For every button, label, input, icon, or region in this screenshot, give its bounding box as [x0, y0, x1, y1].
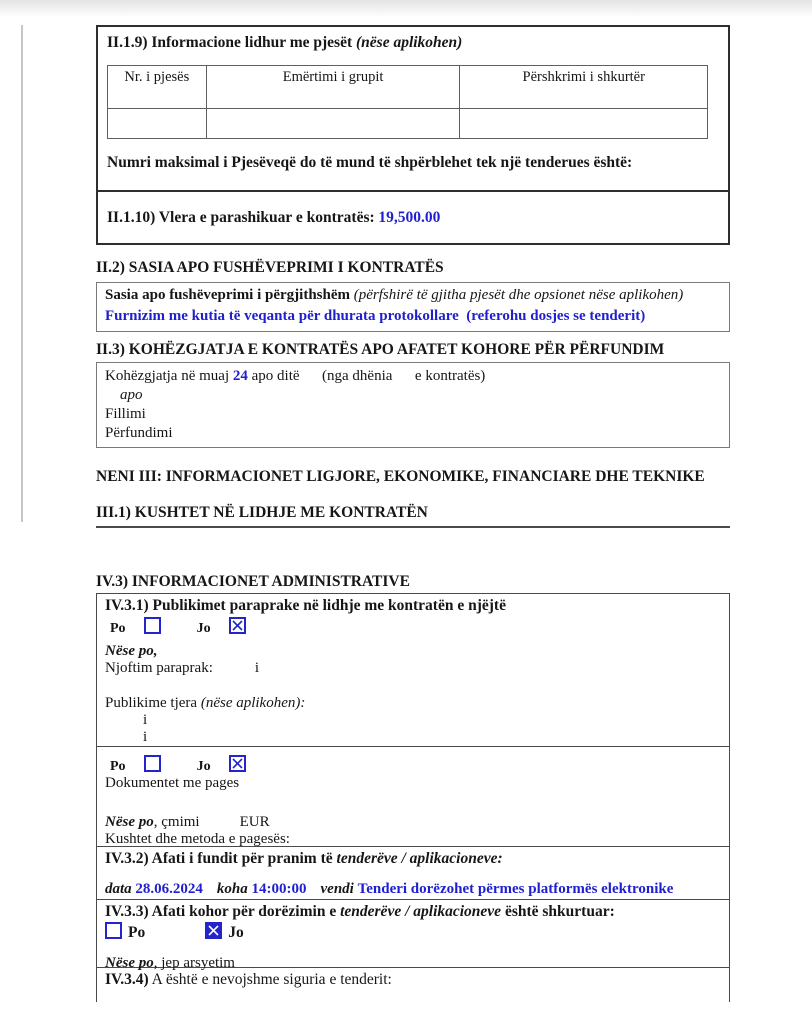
payment-no-label: Jo — [196, 759, 211, 774]
iv31-no-label: Jo — [196, 621, 211, 636]
parts-table-header-nr: Nr. i pjesës — [108, 66, 207, 109]
section-ii110 — [98, 192, 728, 243]
iv31-no-checkbox[interactable] — [229, 617, 246, 634]
iv32-title-bold: IV.3.2) Afati i fundit për pranim të — [105, 850, 337, 867]
section-iv3-box — [96, 593, 730, 1002]
payment-spacer — [105, 792, 721, 814]
iv31-prior-notice-label: Njoftim paraprak: — [105, 660, 213, 676]
iv32-place-value: Tenderi dorëzohet përmes platformës elektronike — [357, 881, 674, 897]
section-iv33-title — [105, 903, 721, 921]
payment-price-line — [105, 814, 721, 831]
iv32-time-value: 14:00:00 — [251, 881, 307, 897]
iv31-prior-notice-value: i — [254, 660, 260, 676]
duration-start-label: Fillimi — [105, 406, 146, 422]
iv33-title-bold1: IV.3.3) Afati kohor për dorëzimin e — [105, 903, 341, 920]
max-parts-text: Numri maksimal i Pjesëveqë do të mund të shpërblehet tek një tenderues është: — [107, 154, 633, 171]
section-iv33 — [97, 900, 729, 971]
iv31-if-yes-label: Nëse po, — [105, 643, 158, 659]
iv32-date-value: 28.06.2024 — [135, 881, 203, 897]
section-iv34 — [97, 968, 729, 1002]
iv32-deadline-line — [105, 880, 721, 898]
iv33-if-yes-rest: , jep arsyetim — [153, 955, 235, 971]
section-iv34-title — [105, 971, 721, 989]
duration-alt-label: apo — [120, 387, 143, 403]
iv34-title-rest: A është e nevojshme siguria e tenderit: — [148, 971, 392, 988]
parts-table-header-emertimi: Emërtimi i grupit — [206, 66, 460, 109]
iv31-other-pub-line — [105, 695, 721, 712]
section-ii19-title-italic: (nëse aplikohen) — [352, 34, 463, 51]
iv34-title-bold: IV.3.4) — [105, 971, 149, 988]
payment-yes-no-line — [105, 755, 721, 775]
payment-if-yes-rest: , çmimi — [153, 814, 200, 830]
parts-table-cell-nr — [108, 109, 207, 139]
estimated-contract-value: 19,500.00 — [378, 209, 441, 226]
iv33-title-italic: tenderëve / aplikacioneve — [340, 903, 502, 920]
section-ii2-box — [96, 282, 730, 332]
section-ii3-heading: II.3) KOHËZGJATJA E KONTRATËS APO AFATET KOHORE PËR PËRFUNDIM — [96, 341, 665, 358]
iv31-spacer — [105, 677, 721, 695]
section-iv3-heading: IV.3) INFORMACIONET ADMINISTRATIVE — [96, 573, 410, 590]
parts-table-cell-pershkrimi — [460, 109, 708, 139]
section-iv31-title: IV.3.1) Publikimet paraprake në lidhje me kontratën e njëjtë — [105, 597, 506, 614]
section-ii19-box — [96, 25, 730, 245]
section-ii19-title-bold: II.1.9) Informacione lidhur me pjesët — [107, 34, 353, 51]
parts-table-header-row — [108, 66, 708, 109]
payment-docs-label: Dokumentet me pages — [105, 775, 240, 791]
parts-table-row — [108, 109, 708, 139]
duration-months-value: 24 — [232, 368, 248, 384]
iv32-place-label: vendi — [320, 881, 358, 897]
duration-mid: apo ditë — [247, 368, 323, 384]
duration-note: (nga dhënia e kontratës) — [322, 368, 486, 384]
iv31-other-item-1: i — [143, 712, 148, 728]
section-ii2-heading: II.2) SASIA APO FUSHËVEPRIMI I KONTRATËS — [96, 259, 444, 276]
section-iv31 — [97, 594, 729, 747]
iv33-no-label: Jo — [228, 924, 244, 941]
section-iv32 — [97, 847, 729, 900]
section-ii19-title — [107, 34, 719, 52]
section-ii110-label: II.1.10) Vlera e parashikuar e kontratës: — [107, 209, 375, 226]
payment-no-checkbox[interactable] — [229, 755, 246, 772]
iv32-time-label: koha — [216, 881, 252, 897]
page-top-shade — [0, 0, 812, 16]
iv31-other-pub-label: Publikime tjera — [105, 695, 201, 711]
section-iii-heading: NENI III: INFORMACIONET LIGJORE, EKONOMIKE, FINANCIARE DHE TEKNIKE — [96, 468, 705, 485]
section-ii2-line1-italic: (përfshirë të gjitha pjesët dhe opsionet nëse aplikohen) — [350, 287, 684, 303]
page-left-rule — [21, 25, 23, 522]
parts-table-header-pershkrimi: Përshkrimi i shkurtër — [460, 66, 708, 109]
iv33-spacer — [105, 941, 721, 955]
iv33-if-yes-bold: Nëse po — [105, 955, 154, 971]
iv32-date-label: data — [105, 881, 136, 897]
payment-currency: EUR — [239, 814, 270, 830]
iv31-other-pub-italic: (nëse aplikohen): — [200, 695, 306, 711]
contract-scope-value: Furnizim me kutia të veqanta për dhurata protokollare (referohu dosjes se tenderit) — [105, 308, 646, 324]
payment-conditions-label: Kushtet dhe metoda e pagesës: — [105, 831, 290, 847]
section-iv32-title — [105, 850, 721, 868]
iv33-yes-label: Po — [128, 924, 146, 941]
iv33-no-checkbox[interactable] — [205, 922, 222, 939]
iv31-yes-no-line — [105, 617, 721, 637]
iv33-title-bold2: është shkurtuar: — [501, 903, 615, 920]
duration-prefix: Kohëzgjatja në muaj — [105, 368, 233, 384]
iv33-yes-no-line — [105, 922, 721, 941]
section-iii1-heading: III.1) KUSHTET NË LIDHJE ME KONTRATËN — [96, 504, 730, 528]
section-ii19 — [98, 27, 728, 192]
iv31-prior-notice-line — [105, 660, 721, 677]
iv31-yes-checkbox[interactable] — [144, 617, 161, 634]
section-ii2-line1 — [105, 285, 721, 306]
parts-table-cell-emertimi — [206, 109, 460, 139]
parts-table — [107, 65, 708, 139]
payment-yes-checkbox[interactable] — [144, 755, 161, 772]
payment-if-yes-bold: Nëse po — [105, 814, 154, 830]
iv32-spacer — [105, 868, 721, 880]
form-content — [96, 25, 730, 1002]
section-ii2-line1-bold: Sasia apo fushëveprimi i përgjithshëm — [105, 287, 351, 303]
duration-end-label: Përfundimi — [105, 425, 173, 441]
section-iv3-payment — [97, 747, 729, 847]
iv31-yes-label: Po — [110, 621, 126, 636]
duration-line — [105, 367, 721, 386]
section-ii3-box — [96, 362, 730, 448]
iv33-yes-checkbox[interactable] — [105, 922, 122, 939]
iv31-other-item-2: i — [143, 729, 148, 745]
payment-yes-label: Po — [110, 759, 126, 774]
iv32-title-italic: tenderëve / aplikacioneve: — [336, 850, 503, 867]
